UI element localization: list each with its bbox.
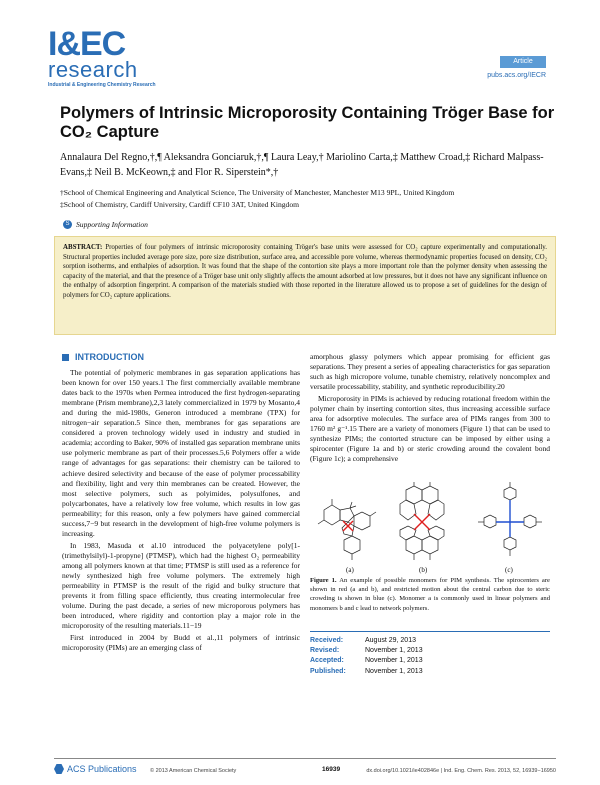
supporting-info-icon: S	[63, 220, 72, 229]
affiliation-manchester: †School of Chemical Engineering and Analytical Science, The University of Manchester, Manchester M13 9PL, United Kingdom	[60, 188, 455, 197]
article-type-badge: Article	[500, 56, 546, 68]
date-value: November 1, 2013	[365, 667, 423, 675]
acs-publications-label: ACS Publications	[67, 764, 137, 774]
figure-caption-label: Figure 1.	[310, 577, 337, 584]
date-label: Accepted:	[310, 657, 344, 665]
figure-label-b: (b)	[419, 566, 428, 574]
abstract-box	[54, 236, 556, 335]
article-title: Polymers of Intrinsic Microporosity Containing Tröger Base for CO₂ Capture	[60, 104, 555, 141]
date-label: Received:	[310, 637, 344, 644]
left-column	[62, 352, 300, 655]
logo-subtitle: Industrial & Engineering Chemistry Research	[48, 82, 156, 88]
date-row	[310, 636, 550, 646]
logo-research: research	[48, 57, 138, 82]
figure-1-caption	[310, 576, 550, 613]
intro-paragraph: Microporosity in PIMs is achieved by reducing rotational freedom within the polymer chain by inserting contortion sites, thus increasing accessible surface area for adsorptive molecules. The surface area of PIMs ranges from 300 to 1760 m² g⁻¹.15 There are a variety of monomers (Figure 1) that can be used to synthesize PIMs; the contorted structure can be imposed by either using a spirocenter (Figure 1a and b) or steric crowding around the covalent bond (Figure 1c); a comprehensive	[310, 394, 550, 464]
footer-divider	[54, 758, 556, 759]
monomer-b-structure	[400, 482, 444, 560]
date-label: Revised:	[310, 647, 340, 655]
figure-1-monomers	[310, 482, 550, 574]
monomer-a-structure	[318, 499, 376, 560]
journal-logo	[48, 25, 158, 88]
footer-doi-link[interactable]: dx.doi.org/10.1021/ie402846e | Ind. Eng. Chem. Res. 2013, 52, 16939−16950	[366, 768, 556, 774]
acs-hexagon-icon	[54, 764, 64, 774]
figure-label-c: (c)	[505, 566, 513, 574]
footer-copyright: © 2013 American Chemical Society	[150, 768, 237, 774]
footer-page-number: 16939	[322, 766, 341, 773]
right-column	[310, 352, 550, 467]
crowded-center-c	[496, 500, 524, 537]
supporting-information-link[interactable]	[63, 220, 148, 229]
publication-dates	[310, 631, 550, 677]
date-row	[310, 656, 550, 666]
acs-publications-logo[interactable]	[54, 764, 137, 774]
section-heading-introduction	[62, 352, 300, 362]
date-row	[310, 646, 550, 656]
date-value: November 1, 2013	[365, 657, 423, 665]
spirocenter-b	[414, 514, 430, 530]
affiliation-cardiff: ‡School of Chemistry, Cardiff University, Cardiff CF10 3AT, United Kingdom	[60, 200, 300, 209]
spirocenter-a	[343, 521, 353, 531]
intro-paragraph: First introduced in 2004 by Budd et al.,11 polymers of intrinsic microporosity (PIMs) are an emerging class of	[62, 633, 300, 653]
abstract-label: ABSTRACT:	[63, 244, 103, 251]
intro-paragraph: In 1983, Masuda et al.10 introduced the polyacetylene poly[1-(trimethylsilyl)-1-propyne] (PTMSP), which had the highest O₂ permeability among all polymers known at that time; PTMSP is still used as a reference for newly synthesized high free volume polymers. The extremely high permeability in PTMSP is the result of the rigid and bulky structure that prevents it from filling space efficiently, thus creating intermolecular free volume. During the past decade, a series of new microporous polymers has been introduced, where rigidity and contortion play a major role in the microporosity of the resulting materials.11−19	[62, 540, 300, 631]
intro-paragraph: amorphous glassy polymers which appear promising for efficient gas separations. They present a series of appealing characteristics for gas separation such as high micropore volume, tunable chemistry, relatively noncomplex and versatile processability, stability, and synthetic reproducibility.20	[310, 352, 550, 392]
supporting-info-label: Supporting Information	[76, 220, 148, 229]
figure-caption-text: An example of possible monomers for PIM synthesis. The spirocenters are shown in red (a and b), and restricted motion about the central carbon due to steric crowding is shown in blue (c). Monomer a is commonly used in linear polymers and monomers b and c lead to network polymers.	[310, 577, 550, 612]
logo-iec: I&EC	[48, 25, 126, 63]
figure-label-a: (a)	[346, 566, 354, 574]
date-row	[310, 667, 550, 677]
date-label: Published:	[310, 667, 346, 675]
introduction-heading-label: INTRODUCTION	[75, 352, 144, 362]
author-list: Annalaura Del Regno,†,¶ Aleksandra Gonciaruk,†,¶ Laura Leay,† Mariolino Carta,‡ Matthew Croad,‡ Richard Malpass-Evans,‡ Neil B. McKeown,‡ and Flor R. Siperstein*,†	[60, 152, 544, 178]
date-value: August 29, 2013	[365, 637, 416, 644]
intro-paragraph: The potential of polymeric membranes in gas separation applications has been known for over 150 years.1 The first commercially available membrane dates back to the 1970s when Permea introduced the first hydrogen-separating membrane (Prism membrane),2,3 lately commercialized in 1979 by Mosanto,4 and during the mid-1980s, Generon introduced a membrane (TPX) for nitrogen−air separation.5 Since then, membranes for gas separations are considered a proven technology widely used in industry and studied in academia; according to Baker, 90% of installed gas separation membrane units use polymeric membrane as part of their processes.5,6 Polymers offer a wide range of advantages for gas separations: their chemistry can be tailored to achieve desired selectivity and because of the ease of polymer processability and flexibility, light and very thin membranes can be created. However, the most selective polymers, such as polyimides, polysulfones, and polycarbonates, have a relatively low free volume, which results in low gas permeability; for this reason, only a few polymers have gained commercial success,7−9 but research in the development of high-free volume polymers is increasing.	[62, 368, 300, 538]
abstract-text: Properties of four polymers of intrinsic microporosity containing Tröger's base units were assessed for CO₂ capture experimentally and computationally. Structural properties included average pore size, pore size distribution, surface area, and accessible pore volume, whereas thermodynamic properties focused on density, CO₂ sorption isotherms, and enthalpies of adsorption. It was found that the shape of the contortion site plays a more important role than the polymer density when assessing the capacity of the material, and that the presence of a Tröger base unit only slightly affects the amount adsorbed at low pressures, but it does not have any significant influence on the enthalpy of adsorption fingerprint. A comparison of the materials studied with those reported in the literature allowed us to propose a set of guidelines for the design of polymers for CO₂ capture applications.	[63, 244, 547, 299]
date-value: November 1, 2013	[365, 647, 423, 655]
section-square-icon	[62, 354, 69, 361]
journal-url-link[interactable]: pubs.acs.org/IECR	[487, 72, 546, 79]
